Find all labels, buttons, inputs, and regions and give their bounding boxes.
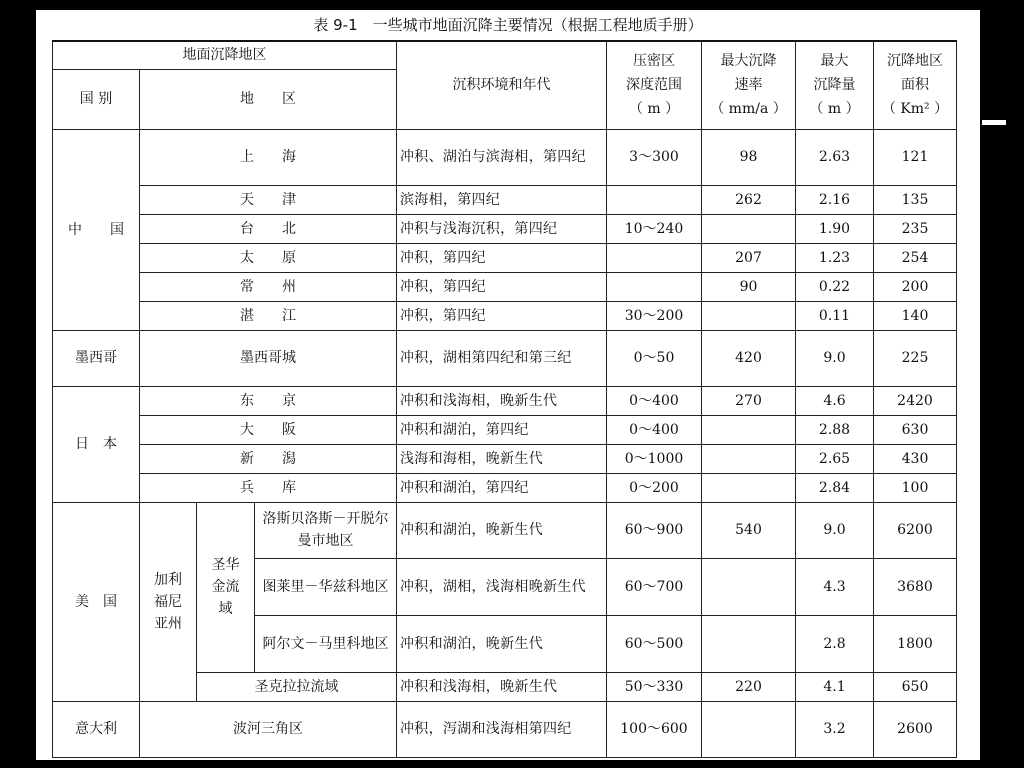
district-cell: 大 阪 (140, 415, 397, 444)
document-page (36, 10, 980, 760)
depth-cell: 0～400 (607, 386, 702, 415)
max-cell: 2.65 (796, 444, 874, 473)
depth-cell: 60～500 (607, 615, 702, 672)
rate-cell: 98 (702, 129, 796, 185)
district-cell: 新 潟 (140, 444, 397, 473)
table-row (53, 301, 957, 330)
max-cell: 2.88 (796, 415, 874, 444)
district-cell: 常 州 (140, 272, 397, 301)
rate-cell (702, 301, 796, 330)
max-cell: 0.11 (796, 301, 874, 330)
max-cell: 2.8 (796, 615, 874, 672)
rate-cell: 220 (702, 672, 796, 701)
env-cell: 冲积和湖泊，第四纪 (397, 473, 607, 502)
header-depth: 压密区 深度范围 （ m ） (607, 41, 702, 129)
area-cell: 254 (874, 243, 957, 272)
table-row (53, 502, 957, 558)
area-cell: 630 (874, 415, 957, 444)
basin-cell: 圣华 金流 域 (197, 502, 255, 672)
rate-cell: 90 (702, 272, 796, 301)
depth-cell: 60～700 (607, 558, 702, 615)
country-cell: 日 本 (53, 386, 140, 502)
area-cell: 225 (874, 330, 957, 386)
district-cell: 阿尔文－马里科地区 (255, 615, 397, 672)
table-row (53, 473, 957, 502)
rate-cell (702, 214, 796, 243)
env-cell: 冲积和浅海相，晚新生代 (397, 386, 607, 415)
header-country: 国 别 (53, 69, 140, 129)
header-area: 沉降地区 面积 （ Km² ） (874, 41, 957, 129)
max-cell: 9.0 (796, 330, 874, 386)
area-cell: 3680 (874, 558, 957, 615)
country-cell: 意大利 (53, 701, 140, 757)
header-env: 沉积环境和年代 (397, 41, 607, 129)
rate-cell (702, 558, 796, 615)
env-cell: 冲积与浅海沉积，第四纪 (397, 214, 607, 243)
area-cell: 235 (874, 214, 957, 243)
area-cell: 6200 (874, 502, 957, 558)
district-cell: 兵 库 (140, 473, 397, 502)
depth-cell: 0～200 (607, 473, 702, 502)
rate-cell (702, 415, 796, 444)
district-cell: 墨西哥城 (140, 330, 397, 386)
max-cell: 2.63 (796, 129, 874, 185)
depth-cell: 10～240 (607, 214, 702, 243)
depth-cell: 30～200 (607, 301, 702, 330)
depth-cell: 0～400 (607, 415, 702, 444)
depth-cell: 0～1000 (607, 444, 702, 473)
table-row (53, 330, 957, 386)
max-cell: 2.16 (796, 185, 874, 214)
country-cell: 墨西哥 (53, 330, 140, 386)
env-cell: 冲积和湖泊，晚新生代 (397, 615, 607, 672)
area-cell: 650 (874, 672, 957, 701)
area-cell: 1800 (874, 615, 957, 672)
max-cell: 9.0 (796, 502, 874, 558)
rate-cell: 270 (702, 386, 796, 415)
country-cell: 美 国 (53, 502, 140, 701)
area-cell: 121 (874, 129, 957, 185)
district-cell: 波河三角区 (140, 701, 397, 757)
district-cell: 东 京 (140, 386, 397, 415)
state-cell: 加利 福尼 亚州 (140, 502, 197, 701)
env-cell: 冲积、湖泊与滨海相，第四纪 (397, 129, 607, 185)
env-cell: 滨海相，第四纪 (397, 185, 607, 214)
table-row (53, 386, 957, 415)
env-cell: 冲积和湖泊，第四纪 (397, 415, 607, 444)
district-cell: 天 津 (140, 185, 397, 214)
rate-cell: 207 (702, 243, 796, 272)
depth-cell: 3～300 (607, 129, 702, 185)
district-cell: 图莱里－华兹科地区 (255, 558, 397, 615)
max-cell: 4.3 (796, 558, 874, 615)
table-row (53, 415, 957, 444)
env-cell: 冲积，湖相第四纪和第三纪 (397, 330, 607, 386)
district-cell: 圣克拉拉流域 (197, 672, 397, 701)
table-title: 表 9-1 一些城市地面沉降主要情况（根据工程地质手册） (313, 16, 703, 34)
env-cell: 冲积，第四纪 (397, 243, 607, 272)
table-row (53, 701, 957, 757)
env-cell: 冲积和湖泊，晚新生代 (397, 502, 607, 558)
subsidence-table (52, 40, 957, 758)
area-cell: 430 (874, 444, 957, 473)
depth-cell: 100～600 (607, 701, 702, 757)
table-row (53, 444, 957, 473)
table-row (53, 129, 957, 185)
depth-cell: 0～50 (607, 330, 702, 386)
table-row (53, 185, 957, 214)
rate-cell (702, 615, 796, 672)
country-cell: 中 国 (53, 129, 140, 330)
district-cell: 洛斯贝洛斯－开脱尔曼市地区 (255, 502, 397, 558)
depth-cell (607, 272, 702, 301)
district-cell: 上 海 (140, 129, 397, 185)
district-cell: 湛 江 (140, 301, 397, 330)
max-cell: 2.84 (796, 473, 874, 502)
table-row (53, 214, 957, 243)
env-cell: 浅海和海相，晚新生代 (397, 444, 607, 473)
rate-cell (702, 444, 796, 473)
depth-cell (607, 185, 702, 214)
area-cell: 100 (874, 473, 957, 502)
header-rate: 最大沉降 速率 （ mm/a ） (702, 41, 796, 129)
header-district: 地 区 (140, 69, 397, 129)
max-cell: 4.6 (796, 386, 874, 415)
max-cell: 4.1 (796, 672, 874, 701)
district-cell: 太 原 (140, 243, 397, 272)
header-max: 最大 沉降量 （ m ） (796, 41, 874, 129)
area-cell: 140 (874, 301, 957, 330)
max-cell: 1.23 (796, 243, 874, 272)
header-area-group: 地面沉降地区 (53, 41, 397, 69)
district-cell: 台 北 (140, 214, 397, 243)
table-row (53, 272, 957, 301)
env-cell: 冲积，第四纪 (397, 301, 607, 330)
rate-cell: 262 (702, 185, 796, 214)
depth-cell (607, 243, 702, 272)
area-cell: 2600 (874, 701, 957, 757)
depth-cell: 60～900 (607, 502, 702, 558)
rate-cell: 540 (702, 502, 796, 558)
max-cell: 0.22 (796, 272, 874, 301)
table-row (53, 243, 957, 272)
rate-cell (702, 473, 796, 502)
area-cell: 2420 (874, 386, 957, 415)
rate-cell: 420 (702, 330, 796, 386)
depth-cell: 50～330 (607, 672, 702, 701)
rate-cell (702, 701, 796, 757)
max-cell: 3.2 (796, 701, 874, 757)
max-cell: 1.90 (796, 214, 874, 243)
env-cell: 冲积，湖相，浅海相晚新生代 (397, 558, 607, 615)
area-cell: 135 (874, 185, 957, 214)
env-cell: 冲积，第四纪 (397, 272, 607, 301)
env-cell: 冲积，泻湖和浅海相第四纪 (397, 701, 607, 757)
area-cell: 200 (874, 272, 957, 301)
slide-edge-mark (982, 120, 1006, 125)
env-cell: 冲积和浅海相，晚新生代 (397, 672, 607, 701)
